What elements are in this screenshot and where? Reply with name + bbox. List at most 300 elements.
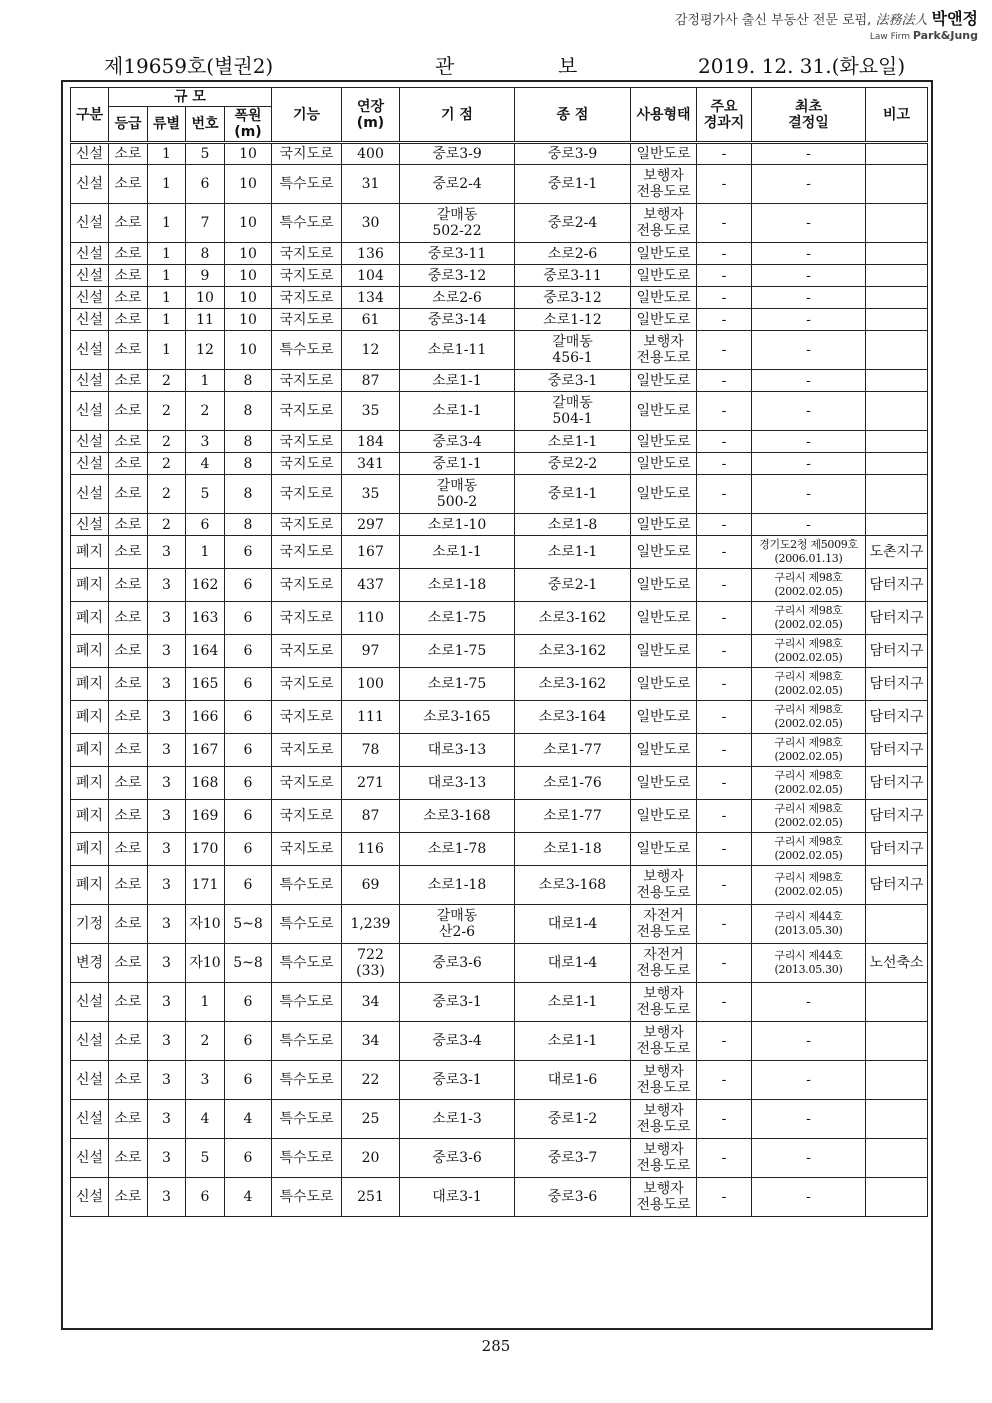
cell-end: 중로2-1 <box>515 569 631 602</box>
cell-end: 소로1-77 <box>515 800 631 833</box>
cell-grade: 소로 <box>109 143 148 165</box>
cell-gubun: 신설 <box>71 1100 109 1139</box>
cell-remark <box>866 431 928 453</box>
cell-use: 보행자 전용도로 <box>631 1178 697 1217</box>
cell-kind: 3 <box>148 1022 186 1061</box>
cell-via: - <box>697 602 752 635</box>
cell-length: 1,239 <box>342 905 400 944</box>
cell-use: 일반도로 <box>631 833 697 866</box>
cell-num: 6 <box>186 514 225 536</box>
table-row <box>71 944 928 983</box>
cell-num: 5 <box>186 143 225 165</box>
cell-grade: 소로 <box>109 734 148 767</box>
cell-width: 8 <box>225 475 272 514</box>
cell-remark <box>866 309 928 331</box>
th-end: 종 점 <box>515 88 631 143</box>
cell-gubun: 신설 <box>71 204 109 243</box>
cell-use: 일반도로 <box>631 734 697 767</box>
cell-num: 4 <box>186 453 225 475</box>
cell-width: 6 <box>225 983 272 1022</box>
cell-via: - <box>697 1178 752 1217</box>
cell-func: 국지도로 <box>272 431 342 453</box>
cell-start: 소로2-6 <box>400 287 515 309</box>
cell-first: - <box>752 431 866 453</box>
cell-width: 10 <box>225 143 272 165</box>
cell-grade: 소로 <box>109 701 148 734</box>
cell-via: - <box>697 701 752 734</box>
cell-start: 중로3-6 <box>400 944 515 983</box>
cell-func: 국지도로 <box>272 734 342 767</box>
cell-kind: 1 <box>148 287 186 309</box>
cell-end: 중로3-12 <box>515 287 631 309</box>
cell-grade: 소로 <box>109 1139 148 1178</box>
cell-width: 6 <box>225 536 272 569</box>
gazette-title-2: 보 <box>558 54 578 78</box>
cell-start: 소로1-11 <box>400 331 515 370</box>
cell-length: 97 <box>342 635 400 668</box>
cell-width: 5~8 <box>225 905 272 944</box>
cell-grade: 소로 <box>109 1022 148 1061</box>
cell-remark: 담터지구 <box>866 800 928 833</box>
cell-via: - <box>697 668 752 701</box>
cell-kind: 3 <box>148 602 186 635</box>
cell-start: 중로3-9 <box>400 143 515 165</box>
cell-end: 대로1-4 <box>515 905 631 944</box>
cell-num: 162 <box>186 569 225 602</box>
table-row <box>71 204 928 243</box>
cell-start: 갈매동 502-22 <box>400 204 515 243</box>
cell-gubun: 신설 <box>71 392 109 431</box>
cell-remark <box>866 1178 928 1217</box>
cell-first: 구리시 제98호 (2002.02.05) <box>752 569 866 602</box>
cell-use: 보행자 전용도로 <box>631 1100 697 1139</box>
cell-start: 대로3-13 <box>400 734 515 767</box>
cell-start: 대로3-13 <box>400 767 515 800</box>
cell-end: 소로3-168 <box>515 866 631 905</box>
cell-remark <box>866 983 928 1022</box>
cell-via: - <box>697 370 752 392</box>
table-row <box>71 475 928 514</box>
cell-use: 일반도로 <box>631 635 697 668</box>
cell-use: 자전거 전용도로 <box>631 905 697 944</box>
cell-remark: 담터지구 <box>866 866 928 905</box>
th-first: 최초 결정일 <box>752 88 866 143</box>
cell-remark: 담터지구 <box>866 701 928 734</box>
cell-remark <box>866 392 928 431</box>
cell-via: - <box>697 536 752 569</box>
cell-func: 국지도로 <box>272 833 342 866</box>
cell-gubun: 신설 <box>71 370 109 392</box>
table-row <box>71 331 928 370</box>
cell-end: 중로3-6 <box>515 1178 631 1217</box>
cell-width: 6 <box>225 866 272 905</box>
cell-remark: 담터지구 <box>866 602 928 635</box>
cell-func: 국지도로 <box>272 265 342 287</box>
cell-grade: 소로 <box>109 569 148 602</box>
cell-via: - <box>697 453 752 475</box>
cell-kind: 3 <box>148 1100 186 1139</box>
cell-kind: 3 <box>148 701 186 734</box>
cell-end: 대로1-4 <box>515 944 631 983</box>
table-row <box>71 800 928 833</box>
cell-length: 22 <box>342 1061 400 1100</box>
cell-length: 722 (33) <box>342 944 400 983</box>
cell-gubun: 신설 <box>71 431 109 453</box>
cell-first: 구리시 제98호 (2002.02.05) <box>752 767 866 800</box>
cell-use: 보행자 전용도로 <box>631 866 697 905</box>
cell-grade: 소로 <box>109 668 148 701</box>
table-row <box>71 265 928 287</box>
cell-grade: 소로 <box>109 392 148 431</box>
cell-grade: 소로 <box>109 602 148 635</box>
cell-kind: 1 <box>148 243 186 265</box>
cell-start: 중로1-1 <box>400 453 515 475</box>
cell-num: 168 <box>186 767 225 800</box>
cell-use: 일반도로 <box>631 767 697 800</box>
cell-start: 소로1-1 <box>400 392 515 431</box>
cell-kind: 3 <box>148 833 186 866</box>
cell-width: 10 <box>225 287 272 309</box>
cell-use: 일반도로 <box>631 143 697 165</box>
cell-func: 특수도로 <box>272 331 342 370</box>
cell-end: 대로1-6 <box>515 1061 631 1100</box>
cell-remark: 담터지구 <box>866 635 928 668</box>
cell-length: 87 <box>342 370 400 392</box>
cell-kind: 3 <box>148 635 186 668</box>
cell-width: 10 <box>225 165 272 204</box>
cell-grade: 소로 <box>109 1100 148 1139</box>
cell-start: 소로1-18 <box>400 866 515 905</box>
cell-first: - <box>752 265 866 287</box>
cell-num: 167 <box>186 734 225 767</box>
cell-use: 일반도로 <box>631 475 697 514</box>
cell-start: 중로3-4 <box>400 1022 515 1061</box>
cell-num: 11 <box>186 309 225 331</box>
cell-length: 116 <box>342 833 400 866</box>
cell-func: 국지도로 <box>272 143 342 165</box>
cell-grade: 소로 <box>109 165 148 204</box>
cell-num: 10 <box>186 287 225 309</box>
cell-gubun: 신설 <box>71 1139 109 1178</box>
cell-use: 보행자 전용도로 <box>631 983 697 1022</box>
cell-width: 8 <box>225 431 272 453</box>
cell-kind: 2 <box>148 431 186 453</box>
cell-grade: 소로 <box>109 331 148 370</box>
cell-length: 78 <box>342 734 400 767</box>
cell-gubun: 신설 <box>71 1061 109 1100</box>
cell-length: 87 <box>342 800 400 833</box>
cell-grade: 소로 <box>109 905 148 944</box>
cell-end: 소로1-12 <box>515 309 631 331</box>
table-row <box>71 701 928 734</box>
cell-length: 167 <box>342 536 400 569</box>
th-num: 번호 <box>186 107 225 143</box>
cell-first: - <box>752 143 866 165</box>
cell-num: 3 <box>186 431 225 453</box>
brand-firm-kr: 박앤정 <box>931 9 978 28</box>
cell-func: 국지도로 <box>272 309 342 331</box>
cell-first: - <box>752 309 866 331</box>
th-use: 사용형태 <box>631 88 697 143</box>
cell-end: 소로1-8 <box>515 514 631 536</box>
cell-func: 국지도로 <box>272 475 342 514</box>
cell-use: 자전거 전용도로 <box>631 944 697 983</box>
cell-use: 보행자 전용도로 <box>631 1022 697 1061</box>
cell-num: 자10 <box>186 905 225 944</box>
cell-first: - <box>752 204 866 243</box>
cell-length: 35 <box>342 475 400 514</box>
cell-kind: 1 <box>148 165 186 204</box>
th-width: 폭원 (m) <box>225 107 272 143</box>
cell-start: 소로1-75 <box>400 602 515 635</box>
cell-first: 구리시 제98호 (2002.02.05) <box>752 800 866 833</box>
cell-num: 4 <box>186 1100 225 1139</box>
cell-grade: 소로 <box>109 1061 148 1100</box>
cell-func: 국지도로 <box>272 635 342 668</box>
cell-num: 2 <box>186 1022 225 1061</box>
cell-start: 대로3-1 <box>400 1178 515 1217</box>
table-row <box>71 866 928 905</box>
cell-remark <box>866 514 928 536</box>
cell-gubun: 신설 <box>71 309 109 331</box>
cell-first: - <box>752 453 866 475</box>
cell-grade: 소로 <box>109 833 148 866</box>
cell-kind: 2 <box>148 453 186 475</box>
cell-width: 6 <box>225 767 272 800</box>
cell-width: 6 <box>225 800 272 833</box>
cell-first: - <box>752 331 866 370</box>
cell-end: 소로3-162 <box>515 668 631 701</box>
cell-use: 보행자 전용도로 <box>631 165 697 204</box>
table-row <box>71 767 928 800</box>
cell-end: 중로1-1 <box>515 475 631 514</box>
cell-num: 1 <box>186 983 225 1022</box>
cell-num: 9 <box>186 265 225 287</box>
cell-length: 104 <box>342 265 400 287</box>
cell-num: 12 <box>186 331 225 370</box>
cell-via: - <box>697 905 752 944</box>
cell-use: 일반도로 <box>631 602 697 635</box>
cell-remark <box>866 331 928 370</box>
cell-via: - <box>697 1061 752 1100</box>
cell-length: 400 <box>342 143 400 165</box>
brand-en-prefix: Law Firm <box>869 32 910 42</box>
cell-gubun: 폐지 <box>71 701 109 734</box>
issue-number: 제19659호(별권2) <box>104 54 274 78</box>
cell-via: - <box>697 309 752 331</box>
cell-via: - <box>697 431 752 453</box>
th-via: 주요 경과지 <box>697 88 752 143</box>
cell-start: 중로2-4 <box>400 165 515 204</box>
cell-remark: 담터지구 <box>866 767 928 800</box>
cell-func: 특수도로 <box>272 165 342 204</box>
cell-gubun: 신설 <box>71 265 109 287</box>
issue-date: 2019. 12. 31.(화요일) <box>698 54 906 78</box>
cell-remark <box>866 204 928 243</box>
cell-kind: 2 <box>148 392 186 431</box>
cell-start: 소로1-75 <box>400 635 515 668</box>
cell-length: 25 <box>342 1100 400 1139</box>
cell-width: 6 <box>225 734 272 767</box>
table-row <box>71 1178 928 1217</box>
cell-use: 일반도로 <box>631 536 697 569</box>
cell-gubun: 신설 <box>71 983 109 1022</box>
cell-first: - <box>752 983 866 1022</box>
cell-start: 소로1-10 <box>400 514 515 536</box>
cell-kind: 1 <box>148 143 186 165</box>
cell-width: 8 <box>225 514 272 536</box>
cell-end: 소로3-162 <box>515 635 631 668</box>
cell-num: 8 <box>186 243 225 265</box>
cell-use: 보행자 전용도로 <box>631 331 697 370</box>
cell-grade: 소로 <box>109 866 148 905</box>
cell-end: 소로1-18 <box>515 833 631 866</box>
cell-start: 소로1-1 <box>400 370 515 392</box>
cell-length: 34 <box>342 1022 400 1061</box>
cell-first: - <box>752 392 866 431</box>
cell-use: 일반도로 <box>631 243 697 265</box>
cell-use: 일반도로 <box>631 309 697 331</box>
cell-width: 6 <box>225 569 272 602</box>
cell-use: 일반도로 <box>631 392 697 431</box>
cell-width: 8 <box>225 370 272 392</box>
cell-grade: 소로 <box>109 475 148 514</box>
cell-first: - <box>752 370 866 392</box>
cell-width: 8 <box>225 453 272 475</box>
cell-gubun: 신설 <box>71 514 109 536</box>
cell-start: 중로3-1 <box>400 983 515 1022</box>
cell-first: 구리시 제98호 (2002.02.05) <box>752 866 866 905</box>
th-length: 연장 (m) <box>342 88 400 143</box>
cell-grade: 소로 <box>109 635 148 668</box>
cell-width: 10 <box>225 309 272 331</box>
cell-start: 중로3-12 <box>400 265 515 287</box>
cell-kind: 1 <box>148 265 186 287</box>
cell-remark: 담터지구 <box>866 569 928 602</box>
cell-gubun: 폐지 <box>71 767 109 800</box>
table-row <box>71 602 928 635</box>
cell-start: 중로3-4 <box>400 431 515 453</box>
cell-length: 110 <box>342 602 400 635</box>
cell-num: 166 <box>186 701 225 734</box>
cell-end: 소로3-162 <box>515 602 631 635</box>
cell-width: 6 <box>225 833 272 866</box>
cell-start: 중로3-1 <box>400 1061 515 1100</box>
cell-num: 7 <box>186 204 225 243</box>
cell-remark <box>866 905 928 944</box>
cell-end: 중로2-4 <box>515 204 631 243</box>
cell-remark: 담터지구 <box>866 833 928 866</box>
cell-func: 특수도로 <box>272 1061 342 1100</box>
cell-via: - <box>697 265 752 287</box>
cell-num: 6 <box>186 1178 225 1217</box>
cell-first: - <box>752 1061 866 1100</box>
cell-via: - <box>697 165 752 204</box>
cell-gubun: 폐지 <box>71 635 109 668</box>
cell-start: 소로1-1 <box>400 536 515 569</box>
cell-grade: 소로 <box>109 944 148 983</box>
th-remark: 비고 <box>866 88 928 143</box>
table-row <box>71 635 928 668</box>
cell-gubun: 신설 <box>71 287 109 309</box>
cell-use: 일반도로 <box>631 701 697 734</box>
cell-start: 갈매동 산2-6 <box>400 905 515 944</box>
cell-first: 구리시 제44호 (2013.05.30) <box>752 905 866 944</box>
brand-banner <box>675 6 978 42</box>
cell-use: 일반도로 <box>631 431 697 453</box>
cell-grade: 소로 <box>109 431 148 453</box>
cell-func: 국지도로 <box>272 668 342 701</box>
cell-use: 일반도로 <box>631 514 697 536</box>
cell-start: 중로3-14 <box>400 309 515 331</box>
cell-via: - <box>697 983 752 1022</box>
cell-func: 특수도로 <box>272 905 342 944</box>
cell-kind: 3 <box>148 944 186 983</box>
table-row <box>71 453 928 475</box>
brand-tagline: 감정평가사 출신 부동산 전문 로펌, <box>674 13 872 28</box>
cell-grade: 소로 <box>109 309 148 331</box>
cell-via: - <box>697 287 752 309</box>
cell-start: 중로3-6 <box>400 1139 515 1178</box>
cell-func: 국지도로 <box>272 287 342 309</box>
cell-end: 중로2-2 <box>515 453 631 475</box>
cell-width: 6 <box>225 1139 272 1178</box>
cell-end: 중로1-1 <box>515 165 631 204</box>
cell-kind: 2 <box>148 514 186 536</box>
th-kind: 류별 <box>148 107 186 143</box>
cell-func: 특수도로 <box>272 1178 342 1217</box>
cell-use: 보행자 전용도로 <box>631 1061 697 1100</box>
cell-kind: 3 <box>148 983 186 1022</box>
cell-first: - <box>752 1178 866 1217</box>
cell-width: 6 <box>225 668 272 701</box>
cell-start: 소로1-78 <box>400 833 515 866</box>
cell-end: 소로3-164 <box>515 701 631 734</box>
cell-length: 271 <box>342 767 400 800</box>
cell-grade: 소로 <box>109 370 148 392</box>
cell-via: - <box>697 944 752 983</box>
cell-start: 소로1-18 <box>400 569 515 602</box>
cell-num: 5 <box>186 1139 225 1178</box>
cell-gubun: 신설 <box>71 453 109 475</box>
cell-end: 중로1-2 <box>515 1100 631 1139</box>
cell-func: 국지도로 <box>272 767 342 800</box>
table-row <box>71 668 928 701</box>
cell-remark <box>866 453 928 475</box>
cell-num: 6 <box>186 165 225 204</box>
cell-func: 국지도로 <box>272 602 342 635</box>
cell-func: 특수도로 <box>272 944 342 983</box>
cell-width: 10 <box>225 243 272 265</box>
cell-grade: 소로 <box>109 983 148 1022</box>
cell-func: 국지도로 <box>272 392 342 431</box>
cell-gubun: 변경 <box>71 944 109 983</box>
cell-remark <box>866 475 928 514</box>
cell-use: 일반도로 <box>631 265 697 287</box>
cell-kind: 3 <box>148 668 186 701</box>
cell-kind: 3 <box>148 536 186 569</box>
cell-end: 중로3-1 <box>515 370 631 392</box>
table-row <box>71 143 928 165</box>
table-row <box>71 243 928 265</box>
table-row <box>71 1022 928 1061</box>
cell-length: 61 <box>342 309 400 331</box>
cell-width: 6 <box>225 635 272 668</box>
cell-remark <box>866 165 928 204</box>
cell-gubun: 폐지 <box>71 800 109 833</box>
cell-remark <box>866 265 928 287</box>
cell-width: 6 <box>225 1061 272 1100</box>
